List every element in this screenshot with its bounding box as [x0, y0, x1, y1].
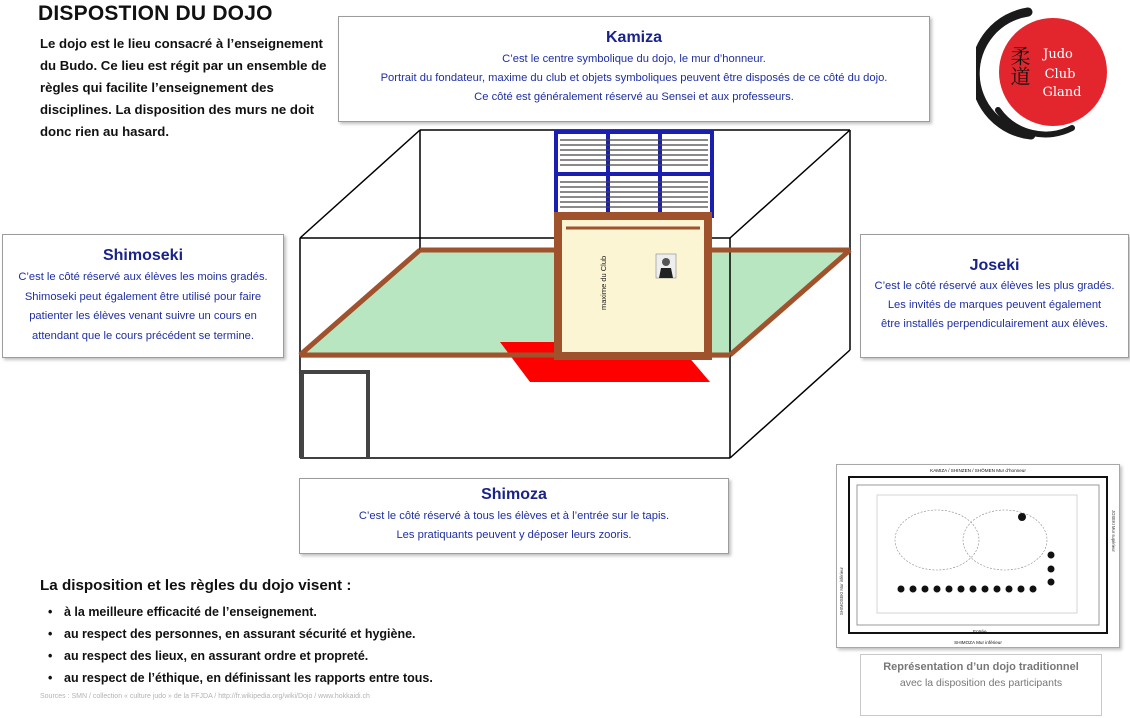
kamiza-box — [338, 16, 930, 122]
goal-item: • au respect des personnes, en assurant sécurité et hygiène. — [48, 623, 433, 645]
plan-entrance-label: Entrée — [973, 629, 987, 634]
goal-item: • au respect de l’éthique, en définissant les rapports entre tous. — [48, 667, 433, 689]
maxime-label: maxime du Club — [599, 255, 608, 310]
kamiza-line-3: Ce côté est généralement réservé au Sensei et aux professeurs. — [474, 91, 794, 103]
plan-right-label: JOSEKI Mur supérieur — [1111, 510, 1116, 552]
page-title: DISPOSTION DU DOJO — [38, 2, 273, 25]
joseki-heading: Joseki — [969, 257, 1020, 274]
shimoza-box — [299, 478, 729, 554]
shimoseki-line-2: Shimoseki peut également être utilisé pour faire — [24, 290, 262, 303]
joseki-box — [860, 234, 1129, 358]
traditional-dojo-plan — [836, 464, 1120, 648]
plan-bottom-label: SHIMOZA Mur inférieur — [954, 640, 1002, 645]
plan-left-label: SHIMOSEKI Mur inférieur — [839, 567, 844, 615]
logo-kanji: 柔道 — [1007, 46, 1031, 86]
kamiza-heading: Kamiza — [605, 29, 663, 46]
shimoseki-line-4: attendant que le cours précédent se termine. — [31, 329, 255, 342]
shimoseki-box — [2, 234, 284, 358]
plan-top-label: KAMIZA / SHINZEN / SHÔMEN Mur d’honneur — [930, 468, 1026, 473]
dojo-perspective-diagram — [290, 120, 860, 465]
shimoza-heading: Shimoza — [481, 486, 547, 503]
shimoseki-line-1: C’est le côté réservé aux élèves les moins gradés. — [18, 271, 268, 283]
club-logo — [976, 0, 1126, 150]
shimoseki-heading: Shimoseki — [102, 247, 184, 264]
joseki-line-1: C’est le côté réservé aux élèves les plus gradés. — [874, 280, 1115, 292]
traditional-caption-line-1: Représentation d’un dojo traditionnel — [883, 661, 1079, 673]
shimoza-line-2: Les pratiquants peuvent y déposer leurs zooris. — [396, 529, 632, 541]
shimoza-line-1: C’est le côté réservé à tous les élèves et à l’entrée sur le tapis. — [358, 510, 670, 522]
entrance-door — [302, 372, 368, 458]
kamiza-line-2: Portrait du fondateur, maxime du club et objets symboliques peuvent être disposés de ce côté du dojo. — [380, 72, 888, 84]
logo-text-gland: Gland — [1042, 85, 1082, 100]
shimoseki-line-3: patienter les élèves venant suivre un cours en — [29, 310, 257, 322]
traditional-dojo-drawing — [837, 465, 1119, 647]
logo-text-judo: Judo — [1043, 47, 1073, 62]
kamiza-line-1: C’est le centre symbolique du dojo, le mur d’honneur. — [502, 53, 766, 65]
intro-paragraph: Le dojo est le lieu consacré à l’enseignement du Budo. Ce lieu est régit par un ensemble de règles qui facilite l’enseignement des disciplines. La disposition des murs ne doit donc rien au hasard. — [40, 36, 327, 139]
joseki-line-3: être installés perpendiculairement aux élèves. — [881, 318, 1108, 330]
goals-heading: La disposition et les règles du dojo visent : — [40, 577, 352, 594]
goal-item: • au respect des lieux, en assurant ordre et propreté. — [48, 645, 433, 667]
founder-portrait — [656, 254, 676, 278]
sources-note: Sources : SMN / collection « culture judo » de la FFJDA / http://fr.wikipedia.org/wiki/Dojo / www.hokkaidi.ch — [40, 693, 370, 700]
traditional-caption — [860, 654, 1102, 716]
logo-text-club: Club — [1044, 67, 1076, 82]
kamiza-window — [556, 132, 712, 216]
joseki-line-2: Les invités de marques peuvent également — [887, 299, 1102, 311]
traditional-caption-line-2: avec la disposition des participants — [899, 677, 1063, 689]
goals-list — [48, 601, 433, 689]
goal-item: • à la meilleure efficacité de l’enseignement. — [48, 601, 433, 623]
kamiza-wall — [558, 216, 708, 356]
